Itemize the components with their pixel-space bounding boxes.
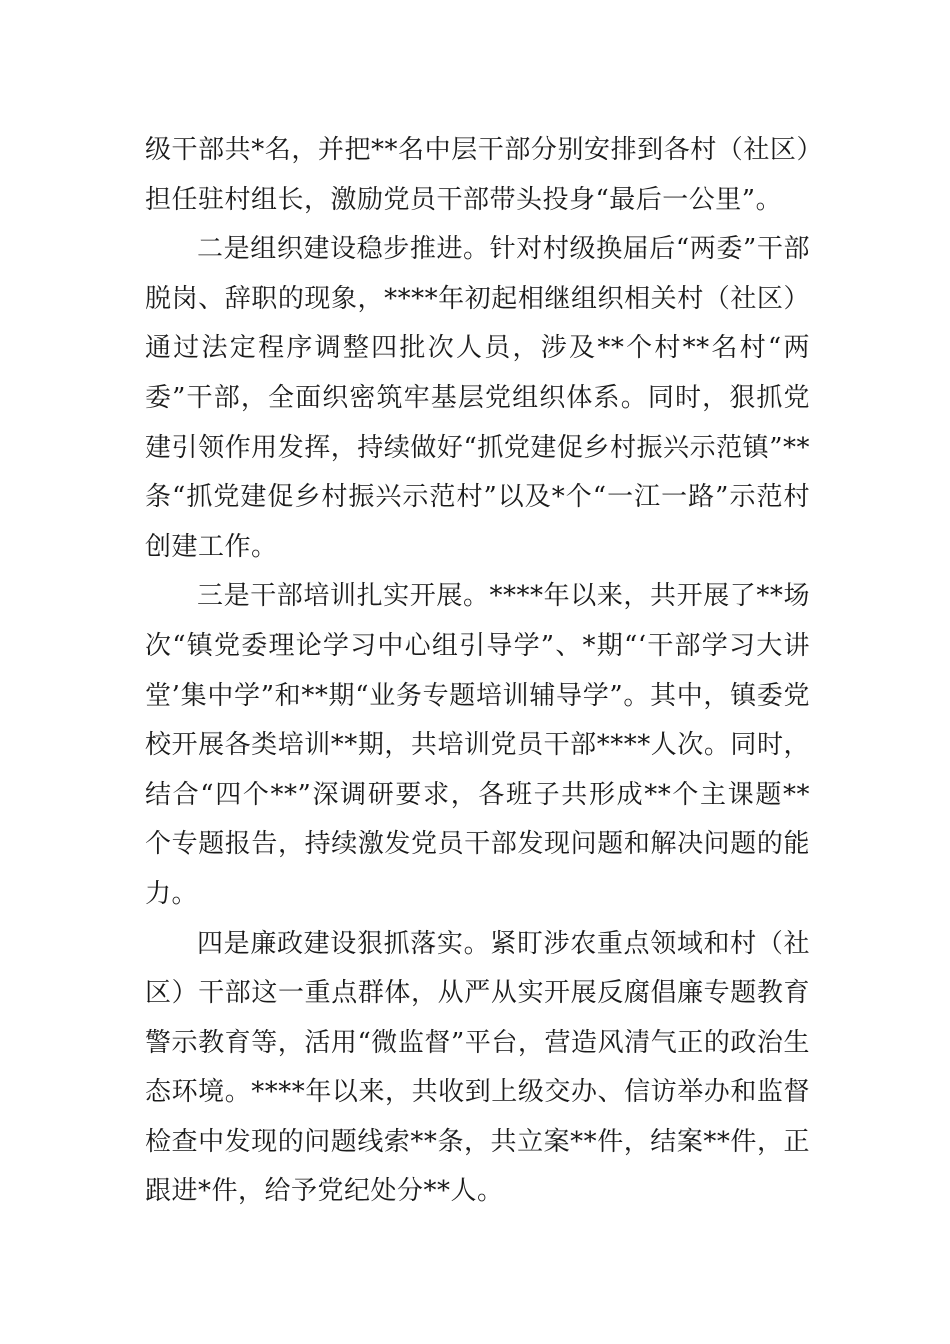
paragraph-continuation: 级干部共*名，并把**名中层干部分别安排到各村（社区）担任驻村组长，激励党员干部带头投身“最后一公里”。 [145,135,810,215]
paragraph-organization-building: 二是组织建设稳步推进。针对村级换届后“两委”干部脱岗、辞职的现象，****年初起相继组织相关村（社区）通过法定程序调整四批次人员，涉及**个村**名村“两委”干部，全面织密筑牢基层党组织体系。同时，狠抓党建引领作用发挥，持续做好“抓党建促乡村振兴示范镇”**条“抓党建促乡村振兴示范村”以及*个“一江一路”示范村创建工作。 [145,234,810,562]
paragraph-integrity-building: 四是廉政建设狠抓落实。紧盯涉农重点领域和村（社区）干部这一重点群体，从严从实开展反腐倡廉专题教育警示教育等，活用“微监督”平台，营造风清气正的政治生态环境。****年以来，共收到上级交办、信访举办和监督检查中发现的问题线索**条，共立案**件，结案**件，正跟进*件，给予党纪处分**人。 [145,928,810,1207]
document-body [145,126,810,1217]
paragraph-cadre-training: 三是干部培训扎实开展。****年以来，共开展了**场次“镇党委理论学习中心组引导学”、*期“‘干部学习大讲堂’集中学”和**期“业务专题培训辅导学”。其中，镇委党校开展各类培训**期，共培训党员干部****人次。同时，结合“四个**”深调研要求，各班子共形成**个主课题**个专题报告，持续激发党员干部发现问题和解决问题的能力。 [145,581,810,909]
